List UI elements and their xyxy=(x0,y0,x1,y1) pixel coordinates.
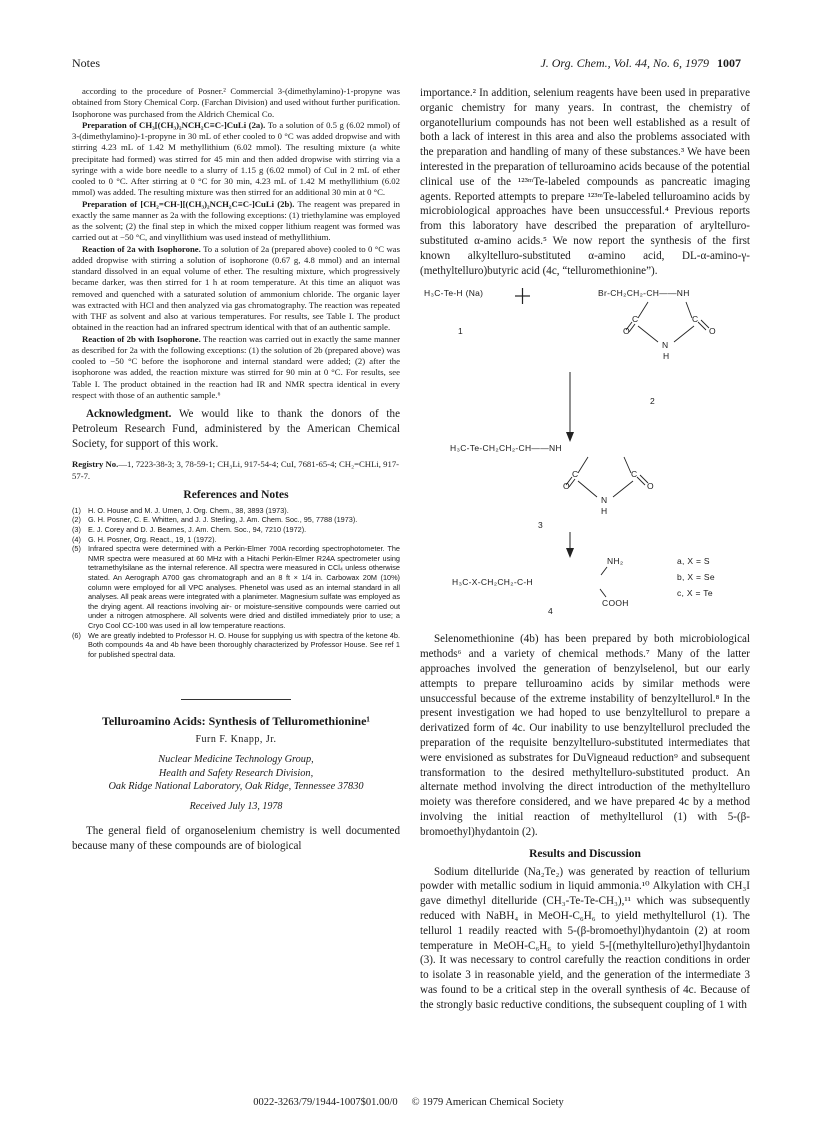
paragraph-heading: Preparation of CH₃[(CH₃)₂NCH₂C≡C-]CuLi (2a). xyxy=(82,119,266,130)
product-4: H₃C-X-CH₂CH₂-C-H xyxy=(452,577,533,588)
copyright-notice: © 1979 American Chemical Society xyxy=(411,1097,564,1108)
paragraph-body: To a solution of 2a (prepared above) cooled to 0 °C was added dropwise with stirring a solution of isophorone (0.67 g, 4.8 mmol) and an internal standard dissolved in an equal volume of ether. The resulting mixture, which progressively became darker, was then stirred for 1 h at room temperature. At this time an aliquot was removed and quenched with a saturated solution of ammonium chloride. The organic layer was extracted with HCl and then analyzed via gas chromatography. The reaction was repeated with THF as solvent and also at various temperatures. For results, see Table I. The product obtained in the reaction had an infrared spectrum identical with that of an authentic sample. xyxy=(72,243,400,333)
experimental-paragraph xyxy=(72,334,400,402)
affiliation-line: Nuclear Medicine Technology Group, xyxy=(158,754,314,766)
discussion-intro xyxy=(420,632,750,839)
registry-heading: Registry No. xyxy=(72,459,119,470)
acknowledgment-heading: Acknowledgment. xyxy=(86,408,172,420)
running-header-section: Notes xyxy=(72,56,100,70)
compound-number-1: 1 xyxy=(458,326,464,337)
reference-text: We are greatly indebted to Professor H. O. House for supplying us with spectra of the ketone 4b. Both compounds 4a and 4b have been thoroughly characterized by Professor House. See ref 1 for published spectral data. xyxy=(88,630,400,659)
reagent-methyltellurol: H₃C-Te-H (Na) xyxy=(424,288,484,299)
left-column xyxy=(72,86,400,854)
arrow-head-icon xyxy=(566,432,574,442)
reference-item xyxy=(72,535,400,545)
paragraph-heading: Reaction of 2a with Isophorone. xyxy=(82,243,201,254)
reference-number: (5) xyxy=(72,544,81,554)
article-title: Telluroamino Acids: Synthesis of Telluromethionine¹ xyxy=(101,714,371,729)
atom-c: C xyxy=(572,469,579,480)
carboxyl-bond xyxy=(600,589,606,597)
carboxyl-group: COOH xyxy=(602,598,629,609)
references-title: References and Notes xyxy=(183,488,289,501)
arrow-head-icon xyxy=(566,548,574,558)
discussion-paragraph: Selenomethionine (4b) has been prepared by both microbiological methods⁶ and a variety of chemical methods.⁷ Many of the latter approaches involved the generation of benzylselenol, but our early attempts to prepare telluroamino acids by similar methods were unsuccessful because of the extreme instability of benzyltellurol.⁸ In the present investigation we had hoped to use benzyltellurol to prepare a derivatized form of 4c. Our inability to use benzyltellurol precluded the preparation of the requisite benzyltelluro-substituted intermediates that were envisioned as substrates for DuVigneaud reduction⁹ and subsequent transformation to the desired methyltelluro-substituted product. An alternate method involving the direct introduction of the methyltelluro moiety was therefore considered, and we have prepared 4c by a method involving the initial reaction of methyltellurol (1) with 5-(β-bromoethyl)hydantoin (2). xyxy=(420,633,750,838)
registry-numbers xyxy=(72,459,400,481)
key-c: c, X = Te xyxy=(677,588,713,599)
reference-item xyxy=(72,631,400,660)
paragraph-body: To a solution of 0.5 g (6.02 mmol) of 3-(dimethylamino)-1-propyne in 30 mL of ether cooled to 0 °C was added dropwise and with stirring 4.23 mL of 1.42 M methyllithium (6.02 mmol). The resulting mixture (a white precipitate had formed) was stirred for 45 min and then added dropwise with stirring via a syringe with a wide bore needle to a slurry of 1.15 g (6.02 mmol) of CuI in 2 mL of ether cooled to 0 °C. After stirring at 0 °C for 30 min, 4.23 mL of 1.42 M methyllithium (6.02 mmol) was added. The resulting mixture was then stirred for an additional 30 min at 0 °C. xyxy=(72,119,400,198)
compound-number-2: 2 xyxy=(650,396,656,407)
key-a: a, X = S xyxy=(677,556,710,567)
acknowledgment xyxy=(72,407,400,451)
paragraph-body: The reagent was prepared in exactly the same manner as 2a with the following exceptions: (1) triethylamine was employed as the solvent; (2) the final step in which the mixed copper lithium reagent was formed was carried out at −50 °C, and vinyllithium was used instead of methyllithium. xyxy=(72,198,400,243)
reference-item xyxy=(72,544,400,630)
compound-number-3: 3 xyxy=(538,520,544,531)
atom-c: C xyxy=(632,314,639,325)
reference-text: G. H. Posner, C. E. Whitten, and J. J. Sterling, J. Am. Chem. Soc., 95, 7788 (1973). xyxy=(88,515,358,525)
running-header-journal xyxy=(540,56,741,71)
intro-continued-paragraph: importance.² In addition, selenium reagents have been used in preparative organic chemistry for many years. In contrast, the chemistry of organotellurium compounds has not been well established as a result of both a lack of interest in this area and also the problems associated with the preparation and handling of many of these substances.³ We have been interested in the preparation of telluroamino acids because of the potential clinical use of the ¹²³ᵐTe-labeled compounds as pancreatic imaging agents. Reported attempts to prepare ¹²³ᵐTe-labeled telluroamino acids by microbiological approaches have been unsuccessful.⁴ Previous reports from this laboratory have described the preparation of aryltelluro-substituted α-amino acids.⁵ We now report the synthesis of the first known alkyltelluro-substituted α-amino acid, DL-α-amino-γ-(methyltelluro)butyric acid (4c, “telluromethionine”). xyxy=(420,87,750,277)
atom-o: O xyxy=(623,326,630,337)
reference-text: G. H. Posner, Org. React., 19, 1 (1972). xyxy=(88,534,217,544)
atom-n: N xyxy=(601,495,608,506)
results-section xyxy=(420,865,750,1013)
page-footer xyxy=(0,1097,817,1108)
intermediate-3: H₃C-Te-CH₂CH₂-CH——NH xyxy=(450,443,562,454)
references-list xyxy=(72,506,400,660)
reference-number: (1) xyxy=(72,505,81,515)
author-affiliation xyxy=(72,753,400,793)
experimental-paragraph: according to the procedure of Posner.² Commercial 3-(dimethylamino)-1-propyne was obtained from Story Chemical Corp. (Farchan Division) and used without further purification. Isophorone was purchased from the Aldrich Chemical Co. xyxy=(72,86,400,119)
amine-bond xyxy=(601,567,607,575)
atom-o: O xyxy=(647,481,654,492)
compound-number-4: 4 xyxy=(548,606,554,617)
paragraph-heading: Reaction of 2b with Isophorone. xyxy=(82,333,201,344)
atom-o: O xyxy=(563,481,570,492)
experimental-paragraph xyxy=(72,120,400,199)
registry-body: —1, 7223-38-3; 3, 78-59-1; CH₃Li, 917-54-4; CuI, 7681-65-4; CH₂=CHLi, 917-57-7. xyxy=(72,459,400,481)
amine-group: NH₂ xyxy=(607,556,624,567)
reagent-bromoethylhydantoin: Br-CH₂CH₂-CH——NH xyxy=(598,288,690,299)
reference-text: Infrared spectra were determined with a Perkin-Elmer 700A recording spectrophotometer. The NMR spectra were measured at 60 MHz with a Hitachi Perkin-Elmer R24A spectrometer using tetramethylsilane as the internal reference. All spectra were measured in CCl₄ unless otherwise stated. An Aerograph A700 gas chromatograph and an 8 ft × 1/4 in. Carbowax 20M (10%) column were employed for all VPC analyses. Phenetol was used as an internal standard in all analyses. All peak areas were integrated with a planimeter. Magnesium sulfate was employed as the drying agent. All reactions involving air- or moisture-sensitive compounds were carried out under a nitrogen atmosphere. All solvents were dried and distilled immediately prior to use; a Cryo Cool CC-100 was used in all low temperature reactions. xyxy=(88,544,400,630)
reference-text: H. O. House and M. J. Umen, J. Org. Chem., 38, 3893 (1973). xyxy=(88,505,289,515)
key-b: b, X = Se xyxy=(677,572,715,583)
reference-item xyxy=(72,506,400,516)
atom-h: H xyxy=(601,506,608,517)
paragraph-body: The reaction was carried out in exactly the same manner as described for 2a with the following exceptions: (1) the solution of 2b (prepared above) was cooled to −50 °C before the isophorone and internal standard were added; (2) after the isophorone was added, the reaction mixture was stirred for 90 min at 0 °C. For results, see Table I. The product obtained in the reaction had IR and NMR spectra identical in every respect with those of an authentic sample.⁶ xyxy=(72,333,400,400)
intro-paragraph: The general field of organoselenium chemistry is well documented because many of these compounds are of biological xyxy=(72,824,400,852)
reference-item xyxy=(72,515,400,525)
reference-number: (2) xyxy=(72,515,81,525)
experimental-paragraph xyxy=(72,199,400,244)
reference-text: E. J. Corey and D. J. Beames, J. Am. Chem. Soc., 94, 7210 (1972). xyxy=(88,524,307,534)
article-divider xyxy=(181,699,291,700)
intro-continued xyxy=(420,86,750,278)
acknowledgment-paragraph xyxy=(72,407,400,451)
atom-h: H xyxy=(663,351,670,362)
reference-number: (6) xyxy=(72,630,81,640)
acknowledgment-body: We would like to thank the donors of the Petroleum Research Fund, administered by the American Chemical Society, for support of this work. xyxy=(72,408,400,450)
results-paragraph: Sodium ditelluride (Na₂Te₂) was generated by reaction of tellurium powder with metallic sodium in liquid ammonia.¹⁰ Alkylation with CH₃I gave dimethyl ditelluride (CH₃-Te-Te-CH₃),¹¹ which was subsequently reduced with NaBH₄ in MeOH-C₆H₆ to yield methyltellurol (1). The tellurol 1 readily reacted with 5-(β-bromoethyl)hydantoin (2) at room temperature in MeOH-C₆H₆ to yield 5-[(methyltelluro)ethyl]hydantoin (3). It was necessary to control carefully the reaction conditions in order to isolate 3 in reasonable yield, and the generation of the intermediate 3 was found to be a critical step in the overall synthesis of 4c. Because of the strongly basic reductive conditions, the subsequent coupling of 1 with xyxy=(420,865,750,1011)
experimental-paragraph xyxy=(72,244,400,334)
reference-number: (3) xyxy=(72,524,81,534)
received-date: Received July 13, 1978 xyxy=(189,800,283,812)
article-code: 0022-3263/79/1944-1007$01.00/0 xyxy=(253,1097,398,1108)
reference-item xyxy=(72,525,400,535)
atom-c: C xyxy=(631,469,638,480)
affiliation-line: Health and Safety Research Division, xyxy=(158,767,314,779)
synthesis-scheme xyxy=(420,284,750,617)
page-number: 1007 xyxy=(717,56,741,70)
atom-c: C xyxy=(692,314,699,325)
results-title: Results and Discussion xyxy=(529,847,641,860)
experimental-section xyxy=(72,86,400,401)
atom-n: N xyxy=(662,340,669,351)
affiliation-line: Oak Ridge National Laboratory, Oak Ridge, Tennessee 37830 xyxy=(108,780,364,792)
atom-o: O xyxy=(709,326,716,337)
reference-number: (4) xyxy=(72,534,81,544)
author-name: Furn F. Knapp, Jr. xyxy=(195,734,277,746)
right-column xyxy=(420,86,750,1012)
introduction xyxy=(72,824,400,854)
journal-citation: J. Org. Chem., Vol. 44, No. 6, 1979 xyxy=(540,56,709,70)
paragraph-heading: Preparation of [CH₂=CH-][(CH₃)₂NCH₂C≡C-]CuLi (2b). xyxy=(82,198,295,209)
